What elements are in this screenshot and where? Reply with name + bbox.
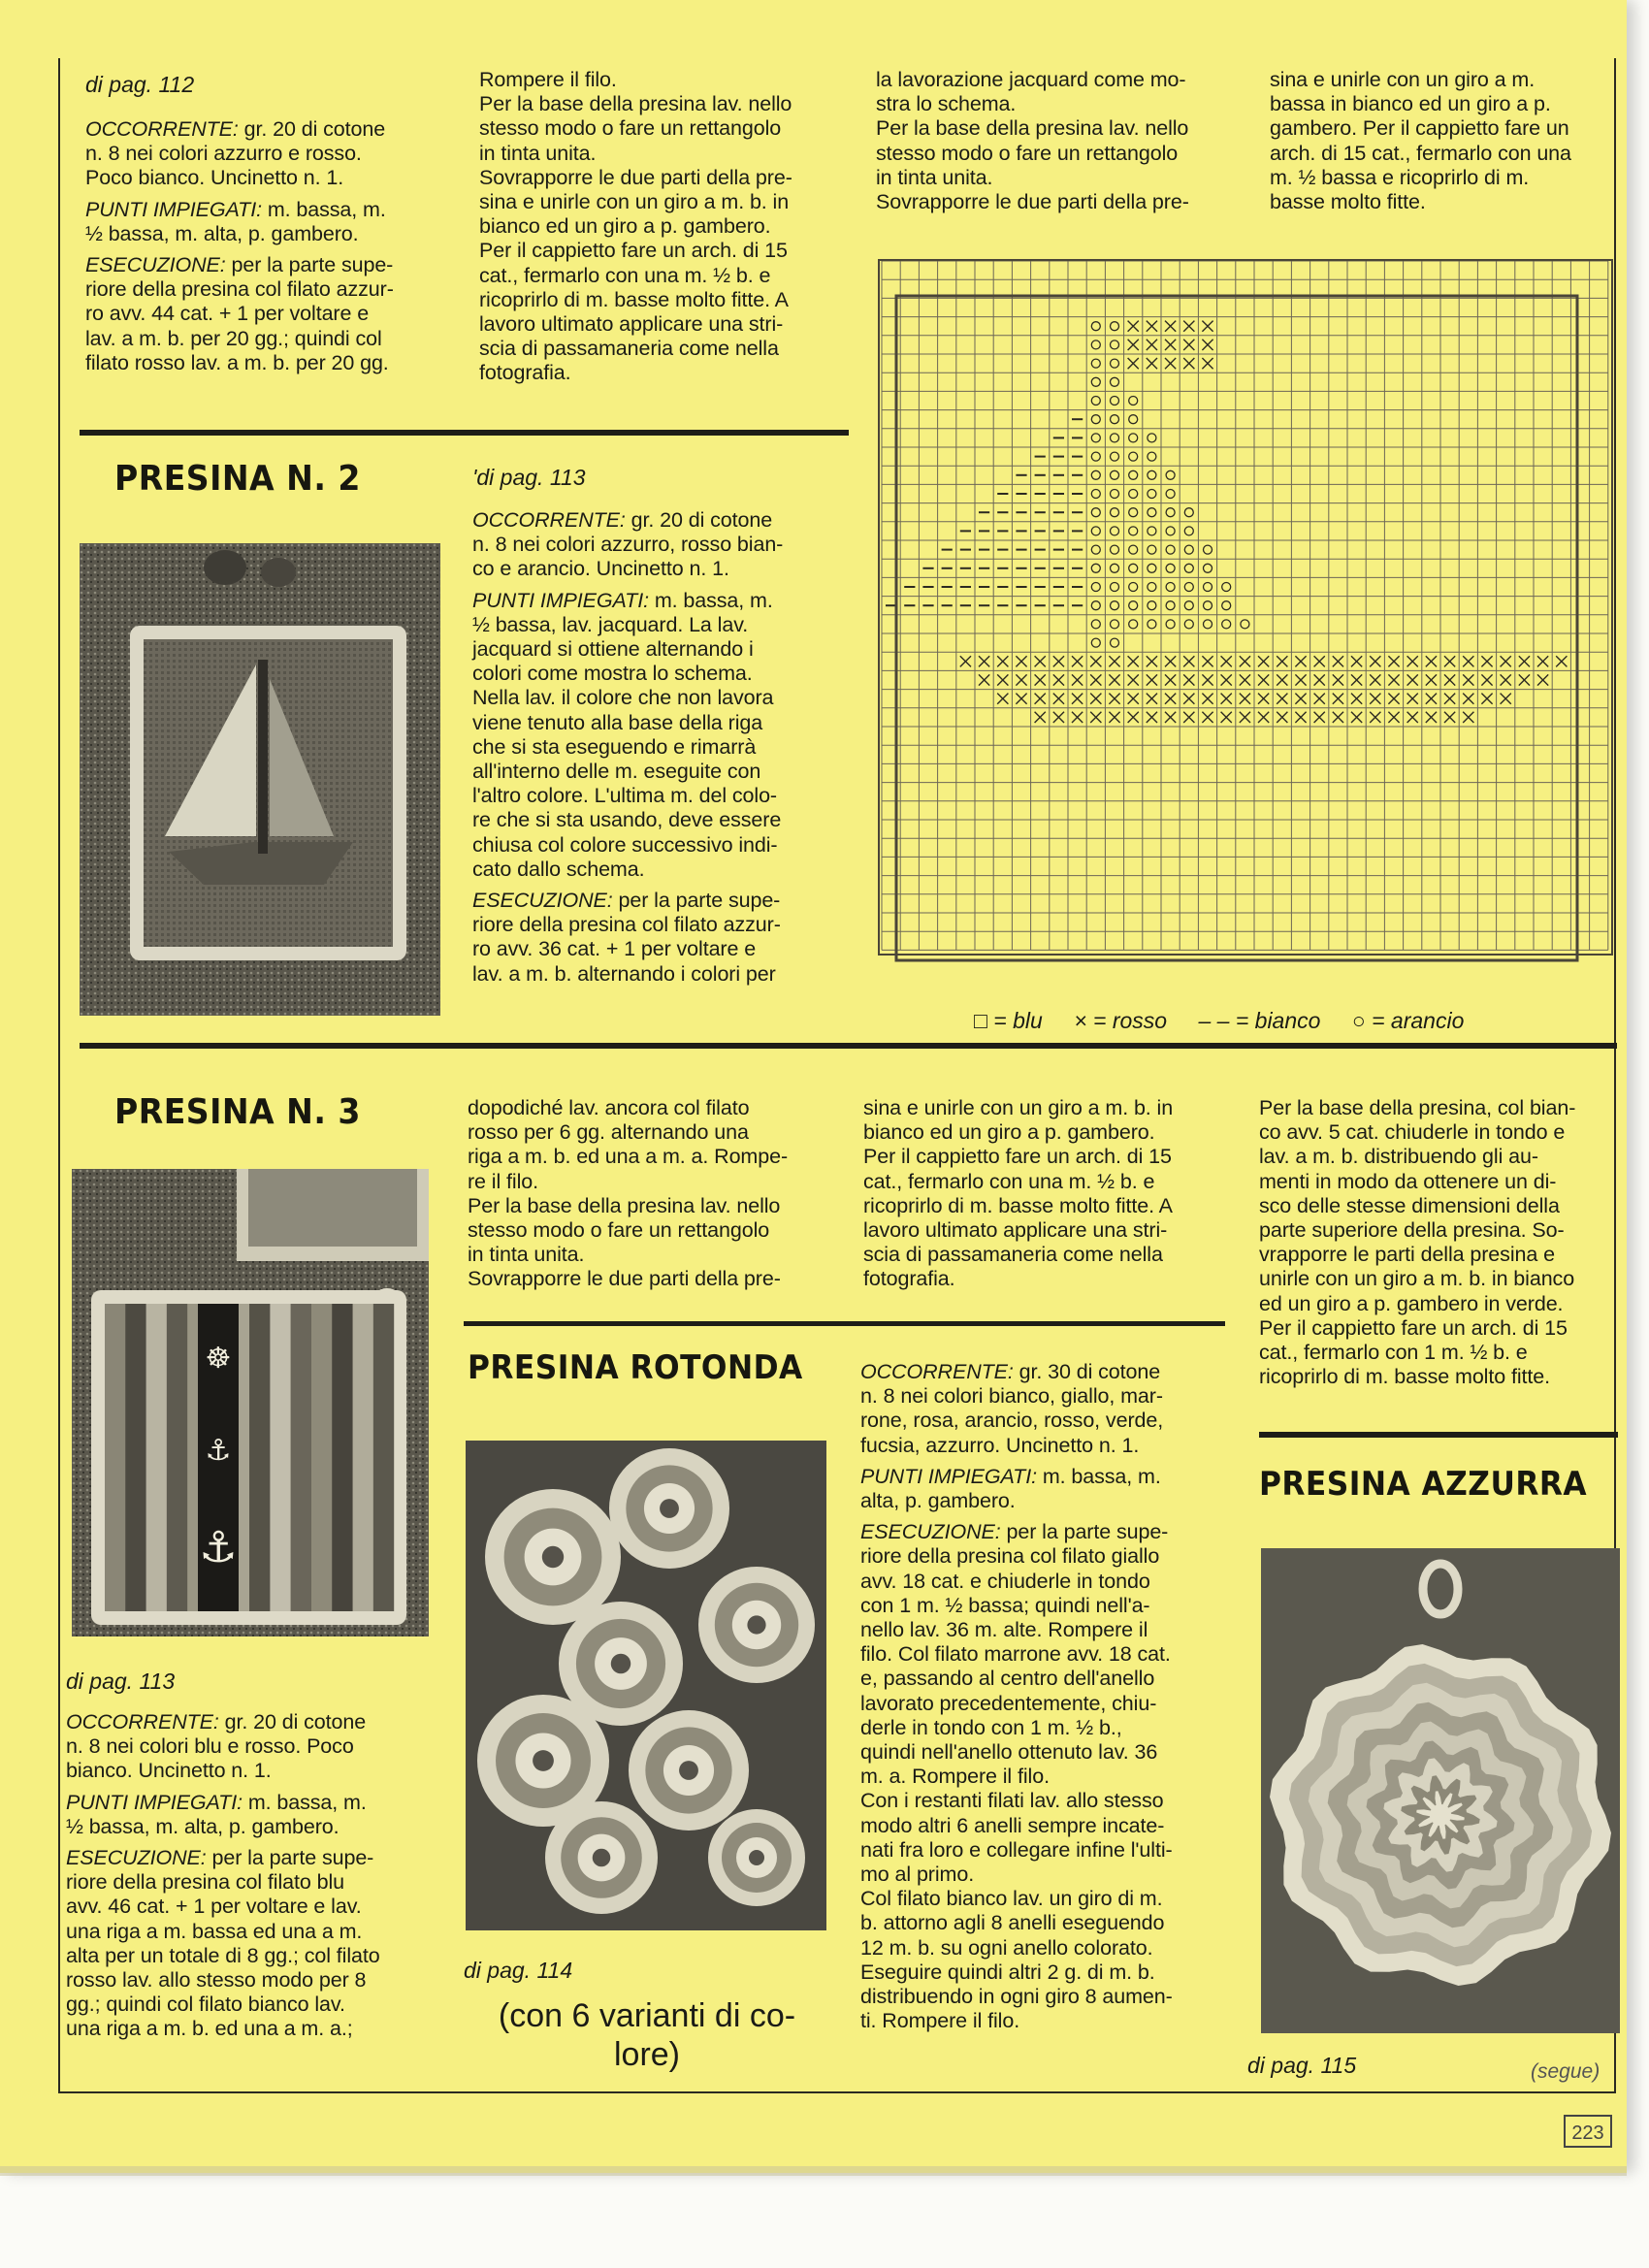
text-line: Per il cappietto fare un arch. di 15 <box>863 1145 1172 1169</box>
circle-mark <box>1129 620 1138 629</box>
circle-mark <box>1129 490 1138 499</box>
presina3-col2 <box>468 1096 836 1292</box>
text-line: m. bassa, m. <box>242 1790 367 1814</box>
rosette-hole <box>747 1615 765 1634</box>
circle-mark <box>1091 508 1100 517</box>
presina3-col3 <box>863 1096 1232 1292</box>
circle-mark <box>1091 397 1100 405</box>
circle-mark <box>1166 508 1175 517</box>
circle-mark <box>1148 583 1156 592</box>
text-line: riore della presina col filato azzur- <box>85 277 394 302</box>
punti-label: PUNTI IMPIEGATI: <box>472 588 649 612</box>
section-divider <box>1259 1432 1618 1438</box>
text-line: avv. 18 cat. e chiuderle in tondo <box>860 1569 1150 1593</box>
circle-mark <box>1166 601 1175 610</box>
stripe <box>167 1304 187 1611</box>
circle-mark <box>1111 452 1119 461</box>
circle-mark <box>1111 601 1119 610</box>
circle-mark <box>1129 397 1138 405</box>
circle-mark <box>1184 527 1193 535</box>
page-edge-shadow <box>0 2166 1627 2176</box>
text-line: con 1 m. ½ bassa; quindi nell'a- <box>860 1593 1150 1617</box>
text-line: viene tenuto alla base della riga <box>472 710 763 734</box>
text-line: Sovrapporre le due parti della pre- <box>468 1267 781 1291</box>
text-line: lavorato precedentemente, chiu- <box>860 1691 1157 1715</box>
circle-mark <box>1222 620 1231 629</box>
text-line: stesso modo o fare un rettangolo <box>479 116 782 141</box>
circle-mark <box>1091 434 1100 442</box>
circle-mark <box>1148 527 1156 535</box>
text-line: mo al primo. <box>860 1863 975 1887</box>
circle-mark <box>1148 490 1156 499</box>
circle-mark <box>1184 583 1193 592</box>
text-line: sina e unirle con un giro a m. <box>1270 68 1536 91</box>
circle-mark <box>1166 564 1175 572</box>
text-line: una riga a m. bassa ed una a m. <box>66 1919 363 1943</box>
stripe <box>311 1304 332 1611</box>
circle-mark <box>1111 545 1119 554</box>
text-line: colori come mostra lo schema. <box>472 662 753 686</box>
text-line: una riga a m. b. ed una a m. a.; <box>66 2017 353 2041</box>
text-line: vrapporre le parti della presina e <box>1259 1243 1555 1267</box>
text-line: co e arancio. Uncinetto n. 1. <box>472 557 729 581</box>
circle-mark <box>1184 564 1193 572</box>
rosette-hole <box>593 1849 611 1867</box>
legend-blu: □ = blu <box>974 1008 1043 1033</box>
text-line: gambero. Per il cappietto fare un <box>1270 116 1569 141</box>
text-line: stesso modo o fare un rettangolo <box>876 141 1179 165</box>
text-line: in tinta unita. <box>468 1243 585 1267</box>
stripe <box>146 1304 167 1611</box>
circle-mark <box>1091 490 1100 499</box>
text-line: m. bassa, m. <box>1036 1464 1161 1488</box>
circle-mark <box>1184 545 1193 554</box>
text-line: scia di passamaneria come nella <box>863 1243 1163 1267</box>
note-line: (con 6 varianti di co- <box>498 1997 796 2034</box>
text-line: Con i restanti filati lav. allo stesso <box>860 1789 1164 1813</box>
text-line: m. bassa, m. <box>648 588 773 612</box>
text-line: bianco. Uncinetto n. 1. <box>66 1759 272 1783</box>
stripe <box>291 1304 311 1611</box>
punti-label: PUNTI IMPIEGATI: <box>860 1464 1037 1488</box>
rotonda-photo <box>466 1441 826 1930</box>
text-line: nati fra loro e collegare infine l'ulti- <box>860 1837 1173 1862</box>
circle-mark <box>1129 601 1138 610</box>
circle-mark <box>1129 527 1138 535</box>
circle-mark <box>1129 452 1138 461</box>
circle-mark <box>1111 638 1119 647</box>
circle-mark <box>1241 620 1249 629</box>
esecuzione-label: ESECUZIONE: <box>85 253 226 277</box>
circle-mark <box>1091 564 1100 572</box>
text-line: lav. a m. b. alternando i colori per <box>472 961 776 986</box>
circle-mark <box>1166 545 1175 554</box>
presina2-col2 <box>472 508 841 993</box>
text-line: modo altri 6 anelli sempre incate- <box>860 1813 1165 1837</box>
text-line: bassa in bianco ed un giro a p. <box>1270 92 1551 116</box>
rosette-hole <box>611 1654 630 1673</box>
text-line: gr. 20 di cotone <box>625 508 773 532</box>
circle-mark <box>1111 397 1119 405</box>
circle-mark <box>1091 322 1100 331</box>
text-line: lavoro ultimato applicare una stri- <box>479 312 784 337</box>
text-line: menti in modo da ottenere un di- <box>1259 1169 1557 1193</box>
circle-mark <box>1184 620 1193 629</box>
azzurra-ref: di pag. 115 <box>1247 2053 1357 2078</box>
text-line: distribuendo in ogni giro 8 aumen- <box>860 1985 1173 2009</box>
circle-mark <box>1222 601 1231 610</box>
rotonda-title: PRESINA ROTONDA <box>468 1348 803 1387</box>
text-line: ed un giro a p. gambero in verde. <box>1259 1291 1564 1315</box>
circle-mark <box>1129 470 1138 479</box>
stripe <box>249 1304 270 1611</box>
text-line: gr. 20 di cotone <box>238 117 386 141</box>
text-line: per la parte supe- <box>612 889 781 913</box>
esecuzione-label: ESECUZIONE: <box>66 1846 207 1870</box>
text-line: ricoprirlo di m. basse molto fitte. A <box>863 1193 1173 1217</box>
circle-mark <box>1091 470 1100 479</box>
presina2-occorrente <box>472 508 841 582</box>
circle-mark <box>1148 564 1156 572</box>
text-line: sina e unirle con un giro a m. b. in <box>479 190 790 214</box>
punti-label: PUNTI IMPIEGATI: <box>66 1790 242 1814</box>
text-line: m. ½ bassa e ricoprirlo di m. <box>1270 165 1530 189</box>
text-line: fucsia, azzurro. Uncinetto n. 1. <box>860 1433 1140 1457</box>
stripe <box>270 1304 290 1611</box>
text-line: quindi nell'anello ottenuto lav. 36 <box>860 1740 1158 1765</box>
rotonda-note <box>448 1996 846 2074</box>
rosette-hole <box>533 1750 554 1771</box>
text-line: la lavorazione jacquard come mo- <box>876 68 1186 91</box>
text-line: per la parte supe- <box>1000 1520 1169 1544</box>
circle-mark <box>1184 508 1193 517</box>
text-line: Per la base della presina lav. nello <box>468 1193 781 1217</box>
text-line: stesso modo o fare un rettangolo <box>468 1218 770 1243</box>
text-line: in tinta unita. <box>479 141 597 165</box>
circle-mark <box>1091 377 1100 386</box>
text-line: n. 8 nei colori blu e rosso. Poco <box>66 1734 354 1759</box>
rosette-hole <box>660 1499 679 1518</box>
text-line: cato dallo schema. <box>472 857 645 881</box>
presina1-col2 <box>479 68 848 386</box>
circle-mark <box>1166 490 1175 499</box>
circle-mark <box>1111 527 1119 535</box>
presina3-title: PRESINA N. 3 <box>114 1092 361 1132</box>
rosette-hole <box>542 1546 564 1568</box>
text-line: Per la base della presina lav. nello <box>876 116 1189 141</box>
text-line: n. 8 nei colori azzurro e rosso. <box>85 142 362 166</box>
presina1-col1 <box>85 117 444 382</box>
text-line: re che si sta usando, deve essere <box>472 808 782 832</box>
circle-mark <box>1148 508 1156 517</box>
presina1-ref: di pag. 112 <box>85 72 195 97</box>
text-line: Col filato bianco lav. un giro di m. <box>860 1887 1163 1911</box>
text-line: rosso lav. allo stesso modo per 8 <box>66 1968 367 1993</box>
circle-mark <box>1204 583 1212 592</box>
occorrente-label: OCCORRENTE: <box>85 117 239 141</box>
text-line: rosso per 6 gg. alternando una <box>468 1120 749 1145</box>
text-line: parte superiore della presina. So- <box>1259 1218 1565 1243</box>
text-line: chiusa col colore successivo indi- <box>472 832 778 857</box>
circle-mark <box>1111 470 1119 479</box>
text-line: Poco bianco. Uncinetto n. 1. <box>85 166 344 190</box>
text-line: b. attorno agli 8 anelli eseguendo <box>860 1911 1165 1935</box>
text-line: cat., fermarlo con una m. ½ b. e <box>863 1169 1155 1193</box>
circle-mark <box>1148 620 1156 629</box>
circle-mark <box>1091 583 1100 592</box>
circle-mark <box>1166 620 1175 629</box>
text-line: n. 8 nei colori azzurro, rosso bian- <box>472 533 784 557</box>
text-line: nello lav. 36 m. alte. Rompere il <box>860 1618 1148 1642</box>
chart-legend <box>974 1008 1489 1034</box>
circle-mark <box>1148 434 1156 442</box>
section-divider <box>464 1321 1225 1326</box>
circle-mark <box>1111 415 1119 424</box>
circle-mark <box>1204 545 1212 554</box>
text-line: sco delle stesse dimensioni della <box>1259 1193 1560 1217</box>
text-line: cat., fermarlo con 1 m. ½ b. e <box>1259 1341 1528 1365</box>
circle-mark <box>1091 545 1100 554</box>
circle-mark <box>1184 601 1193 610</box>
text-line: bianco ed un giro a p. gambero. <box>479 214 771 239</box>
text-line: Per il cappietto fare un arch. di 15 <box>479 239 788 263</box>
presina2-punti <box>472 589 841 882</box>
text-line: 12 m. b. su ogni anello colorato. <box>860 1935 1153 1960</box>
text-line: Per il cappietto fare un arch. di 15 <box>1259 1315 1568 1340</box>
circle-mark <box>1129 508 1138 517</box>
text-line: alta per un totale di 8 gg.; col filato <box>66 1943 380 1967</box>
stripe <box>125 1304 146 1611</box>
text-line: fotografia. <box>863 1267 955 1291</box>
text-line: m. a. Rompere il filo. <box>860 1765 1050 1789</box>
presina1-punti <box>85 198 444 246</box>
circle-mark <box>1129 564 1138 572</box>
presina3-col1 <box>66 1710 435 2049</box>
circle-mark <box>1204 620 1212 629</box>
esecuzione-label: ESECUZIONE: <box>472 889 613 913</box>
stripe <box>373 1304 394 1611</box>
text-line: filo. Col filato marrone avv. 18 cat. <box>860 1642 1171 1667</box>
text-line: riore della presina col filato azzur- <box>472 913 781 937</box>
text-line: all'interno delle m. eseguite con <box>472 760 761 784</box>
circle-mark <box>1091 638 1100 647</box>
text-line: basse molto fitte. <box>1270 190 1426 214</box>
circle-mark <box>1111 620 1119 629</box>
text-line: e, passando al centro dell'anello <box>860 1667 1155 1691</box>
rosette-hole <box>749 1850 764 1865</box>
circle-mark <box>1111 377 1119 386</box>
continue-label: (segue) <box>1531 2060 1600 2083</box>
circle-mark <box>1129 583 1138 592</box>
presina3-occorrente <box>66 1710 435 1784</box>
circle-mark <box>1129 434 1138 442</box>
text-line: ½ bassa, lav. jacquard. La lav. <box>472 612 749 636</box>
presina2-ref: 'di pag. 113 <box>472 465 586 490</box>
presina1-esecuzione <box>85 253 444 375</box>
circle-mark <box>1091 340 1100 349</box>
rotonda-punti <box>860 1465 1229 1513</box>
punti-label: PUNTI IMPIEGATI: <box>85 197 262 221</box>
text-line: per la parte supe- <box>206 1846 374 1870</box>
azzurra-photo <box>1261 1548 1620 2033</box>
circle-mark <box>1166 583 1175 592</box>
presina2-title: PRESINA N. 2 <box>114 459 361 499</box>
circle-mark <box>1204 601 1212 610</box>
text-line: cat., fermarlo con una m. ½ b. e <box>479 263 771 287</box>
circle-mark <box>1148 545 1156 554</box>
text-line: jacquard si ottiene alternando i <box>472 637 754 662</box>
section-divider <box>80 1043 1617 1049</box>
occorrente-label: OCCORRENTE: <box>66 1710 219 1733</box>
presina3-esecuzione <box>66 1846 435 2042</box>
circle-mark <box>1222 583 1231 592</box>
text-line: arch. di 15 cat., fermarlo con una <box>1270 141 1571 165</box>
text-line: re il filo. <box>468 1169 538 1193</box>
circle-mark <box>1091 452 1100 461</box>
text-line: rone, rosa, arancio, rosso, verde, <box>860 1409 1164 1433</box>
text-line: ti. Rompere il filo. <box>860 2009 1020 2033</box>
text-line: ro avv. 44 cat. + 1 per voltare e <box>85 302 370 326</box>
text-line: ½ bassa, m. alta, p. gambero. <box>66 1814 340 1838</box>
text-line: alta, p. gambero. <box>860 1489 1016 1513</box>
presina2-photo <box>80 543 440 1016</box>
presina3-punti <box>66 1791 435 1839</box>
text-line: Per la base della presina lav. nello <box>479 92 792 116</box>
circle-mark <box>1091 620 1100 629</box>
presina1-occorrente <box>85 117 444 191</box>
stripe <box>332 1304 352 1611</box>
legend-bianco: – – = bianco <box>1198 1008 1321 1033</box>
rotonda-esecuzione <box>860 1520 1229 2033</box>
esecuzione-label: ESECUZIONE: <box>860 1520 1001 1544</box>
text-line: lavoro ultimato applicare una stri- <box>863 1218 1168 1243</box>
text-line: in tinta unita. <box>876 165 993 189</box>
circle-mark <box>1111 583 1119 592</box>
text-line: Nella lav. il colore che non lavora <box>472 686 774 710</box>
svg-text:⚓: ⚓ <box>199 1523 238 1572</box>
presina1-col4 <box>1270 68 1614 214</box>
presina1-col3 <box>876 68 1245 214</box>
circle-mark <box>1148 452 1156 461</box>
circle-mark <box>1091 415 1100 424</box>
note-line: lore) <box>613 2036 681 2073</box>
stripe <box>105 1304 125 1611</box>
text-line: per la parte supe- <box>225 253 394 277</box>
circle-mark <box>1129 545 1138 554</box>
presina2-esecuzione <box>472 889 841 987</box>
text-line: filato rosso lav. a m. b. per 20 gg. <box>85 350 389 374</box>
text-line: Per la base della presina, col bian- <box>1259 1096 1576 1119</box>
text-line: lav. a m. b. distribuendo gli au- <box>1259 1145 1538 1169</box>
text-line: scia di passamaneria come nella <box>479 337 779 361</box>
text-line: ricoprirlo di m. basse molto fitte. <box>1259 1365 1550 1389</box>
circle-mark <box>1148 470 1156 479</box>
circle-mark <box>1091 359 1100 368</box>
text-line: avv. 46 cat. + 1 per voltare e lav. <box>66 1895 362 1919</box>
circle-mark <box>1111 322 1119 331</box>
jacquard-chart <box>878 254 1615 991</box>
text-line: bianco ed un giro a p. gambero. <box>863 1120 1155 1145</box>
text-line: lav. a m. b. per 20 gg.; quindi col <box>85 326 382 350</box>
circle-mark <box>1166 527 1175 535</box>
text-line: derle in tondo con 1 m. ½ b., <box>860 1715 1122 1739</box>
section-divider <box>80 430 849 436</box>
text-line: ricoprirlo di m. basse molto fitte. A <box>479 287 789 311</box>
occorrente-label: OCCORRENTE: <box>472 508 626 532</box>
circle-mark <box>1111 564 1119 572</box>
circle-mark <box>1204 564 1212 572</box>
text-line: n. 8 nei colori bianco, giallo, mar- <box>860 1384 1163 1409</box>
text-line: riore della presina col filato blu <box>66 1870 345 1895</box>
text-line: sina e unirle con un giro a m. b. in <box>863 1096 1174 1119</box>
rotonda-col4 <box>1259 1096 1618 1389</box>
circle-mark <box>1111 490 1119 499</box>
chart-grid <box>882 261 1608 950</box>
svg-text:⚓: ⚓ <box>205 1434 232 1468</box>
text-line: unirle con un giro a m. b. in bianco <box>1259 1267 1575 1291</box>
legend-arancio: ○ = arancio <box>1351 1008 1465 1033</box>
svg-text:☸: ☸ <box>205 1342 232 1376</box>
rotonda-occorrente <box>860 1360 1229 1458</box>
circle-mark <box>1129 415 1138 424</box>
text-line: Sovrapporre le due parti della pre- <box>479 165 792 189</box>
rotonda-col3 <box>860 1360 1229 2040</box>
circle-mark <box>1111 434 1119 442</box>
text-line: gg.; quindi col filato bianco lav. <box>66 1993 345 2017</box>
circle-mark <box>1091 527 1100 535</box>
circle-mark <box>1111 359 1119 368</box>
rotonda-ref: di pag. 114 <box>464 1958 573 1983</box>
circle-mark <box>1111 340 1119 349</box>
text-line: m. bassa, m. <box>261 197 386 221</box>
azzurra-title: PRESINA AZZURRA <box>1259 1465 1588 1504</box>
text-line: gr. 20 di cotone <box>218 1710 367 1733</box>
text-line: fotografia. <box>479 361 571 385</box>
text-line: gr. 30 di cotone <box>1013 1360 1161 1383</box>
text-line: Rompere il filo. <box>479 68 617 91</box>
rosette-hole <box>679 1761 698 1780</box>
text-line: co avv. 5 cat. chiuderle in tondo e <box>1259 1120 1566 1145</box>
legend-rosso: × = rosso <box>1074 1008 1168 1033</box>
circle-mark <box>1111 508 1119 517</box>
text-line: Eseguire quindi altri 2 g. di m. b. <box>860 1960 1155 1984</box>
circle-mark <box>1091 601 1100 610</box>
presina3-photo <box>72 1169 429 1636</box>
page-number: 223 <box>1564 2115 1612 2148</box>
stripe <box>353 1304 373 1611</box>
text-line: ½ bassa, m. alta, p. gambero. <box>85 221 359 245</box>
occorrente-label: OCCORRENTE: <box>860 1360 1014 1383</box>
circle-mark <box>1166 470 1175 479</box>
text-line: stra lo schema. <box>876 92 1017 116</box>
text-line: Sovrapporre le due parti della pre- <box>876 190 1189 214</box>
text-line: che si sta eseguendo e rimarrà <box>472 734 757 759</box>
text-line: l'altro colore. L'ultima m. del colo- <box>472 784 777 808</box>
circle-mark <box>1148 601 1156 610</box>
text-line: riga a m. b. ed una a m. a. Rompe- <box>468 1145 789 1169</box>
chart-frame <box>879 260 1612 960</box>
text-line: dopodiché lav. ancora col filato <box>468 1096 750 1119</box>
text-line: riore della presina col filato giallo <box>860 1544 1160 1569</box>
text-line: ro avv. 36 cat. + 1 per voltare e <box>472 937 757 961</box>
presina3-ref: di pag. 113 <box>66 1669 176 1694</box>
